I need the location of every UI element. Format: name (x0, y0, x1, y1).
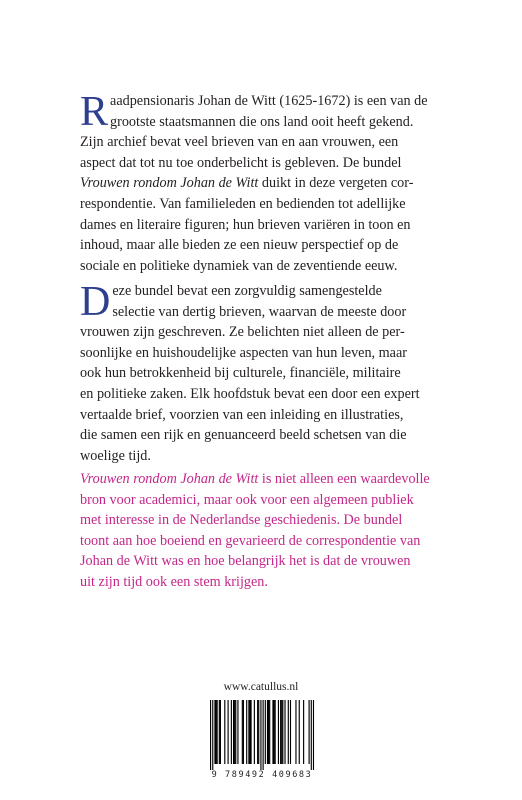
barcode-bar (275, 700, 276, 764)
dropcap-d: D (80, 279, 111, 325)
text-line: soonlijke en huishoudelijke aspecten van hun leven, maar (80, 344, 408, 361)
barcode-bar (268, 700, 269, 764)
barcode-bar (235, 700, 236, 764)
barcode-bar (299, 700, 300, 764)
text-line: woelige tijd. (80, 447, 151, 464)
barcode-bars (204, 700, 320, 770)
barcode-bar (214, 700, 215, 764)
barcode-bar (210, 700, 211, 770)
barcode-bar (288, 700, 289, 764)
barcode-bar (272, 700, 273, 764)
barcode-bar (290, 700, 291, 764)
book-title-italic: Vrouwen rondom Johan de Witt (80, 471, 259, 487)
text-line: bron voor academici, maar ook voor een algemeen publiek (80, 491, 414, 508)
text-line (80, 469, 460, 490)
barcode-bar (265, 700, 266, 764)
barcode-bar (237, 700, 238, 764)
text-line: respondentie. Van familieleden en bedienden tot adellijke (80, 195, 406, 212)
barcode-bar (303, 700, 304, 764)
text-line: Zijn archief bevat veel brieven van en aan vrouwen, een (80, 134, 399, 151)
text-line: uit zijn tijd ook een stem krijgen. (80, 573, 268, 590)
barcode-bar (282, 700, 283, 764)
text-line: toont aan hoe boeiend en gevarieerd de correspondentie van (80, 532, 421, 549)
barcode-bar (219, 700, 220, 764)
barcode-bar (258, 700, 259, 764)
text-line: en politieke zaken. Elk hoofdstuk bevat een door een expert (80, 385, 420, 402)
text-fragment: is niet alleen een waardevolle (258, 471, 430, 487)
text-line: eze bundel bevat een zorgvuldig samengestelde (112, 283, 382, 299)
intro-paragraph (80, 91, 460, 276)
text-line: sociale en politieke dynamiek van de zeventiende eeuw. (80, 257, 398, 274)
barcode-bar (231, 700, 232, 764)
barcode-bar (217, 700, 218, 764)
barcode-bar (311, 700, 312, 770)
text-line: inhoud, maar alle bieden ze een nieuw perspectief op de (80, 237, 399, 254)
text-line: vrouwen zijn geschreven. Ze belichten niet alleen de per- (80, 324, 405, 341)
text-line: ook hun betrokkenheid bij culturele, financiële, militaire (80, 365, 401, 382)
barcode-bar (228, 700, 229, 764)
barcode-bar (269, 700, 270, 764)
barcode-bar (246, 700, 247, 764)
text-line: Johan de Witt was en hoe belangrijk het is dat de vrouwen (80, 553, 411, 570)
barcode-bar (281, 700, 282, 764)
barcode-bar (257, 700, 258, 764)
isbn-number: 9 789492 409683 (211, 770, 313, 780)
barcode-bar (224, 700, 225, 764)
text-line: grootste staatsmannen die ons land ooit heeft gekend. (110, 113, 414, 130)
barcode-bar (242, 700, 243, 764)
barcode-bar (248, 700, 249, 764)
barcode-bar (309, 700, 310, 764)
dropcap-r: R (80, 89, 109, 135)
barcode-bar (220, 700, 221, 764)
barcode-bar (212, 700, 213, 770)
barcode-bar (233, 700, 234, 764)
barcode-bar (249, 700, 250, 764)
book-title-italic: Vrouwen rondom Johan de Witt (80, 175, 259, 192)
barcode-bar (267, 700, 268, 764)
text-line: dames en literaire figuren; hun brieven variëren in toon en (80, 216, 411, 233)
isbn-barcode (204, 700, 320, 784)
barcode-bar (260, 700, 261, 770)
text-line: aadpensionaris Johan de Witt (1625-1672) is een van de (110, 93, 428, 109)
publisher-website: www.catullus.nl (223, 681, 299, 693)
text-fragment: duikt in deze vergeten cor- (258, 175, 414, 192)
barcode-bar (243, 700, 244, 764)
barcode-bar (313, 700, 314, 770)
barcode-bar (215, 700, 216, 764)
barcode-bar (234, 700, 235, 764)
barcode-bar (295, 700, 296, 764)
barcode-bar (273, 700, 274, 764)
text-line: selectie van dertig brieven, waarvan de meeste door (112, 303, 407, 320)
text-line: aspect dat tot nu toe onderbelicht is gebleven. De bundel (80, 154, 402, 171)
barcode-bar (278, 700, 279, 764)
text-line: vertaalde brief, voorzien van een inleiding en illustraties, (80, 406, 404, 423)
selection-paragraph (80, 281, 460, 466)
barcode-bar (254, 700, 255, 764)
text-line: die samen een rijk en genuanceerd beeld schetsen van die (80, 427, 407, 444)
barcode-bar (280, 700, 281, 764)
text-line: met interesse in de Nederlandse geschiedenis. De bundel (80, 512, 403, 529)
text-line (80, 173, 460, 194)
barcode-bar (284, 700, 285, 764)
barcode-bar (251, 700, 252, 764)
closing-paragraph (80, 469, 460, 593)
barcode-bar (263, 700, 264, 770)
